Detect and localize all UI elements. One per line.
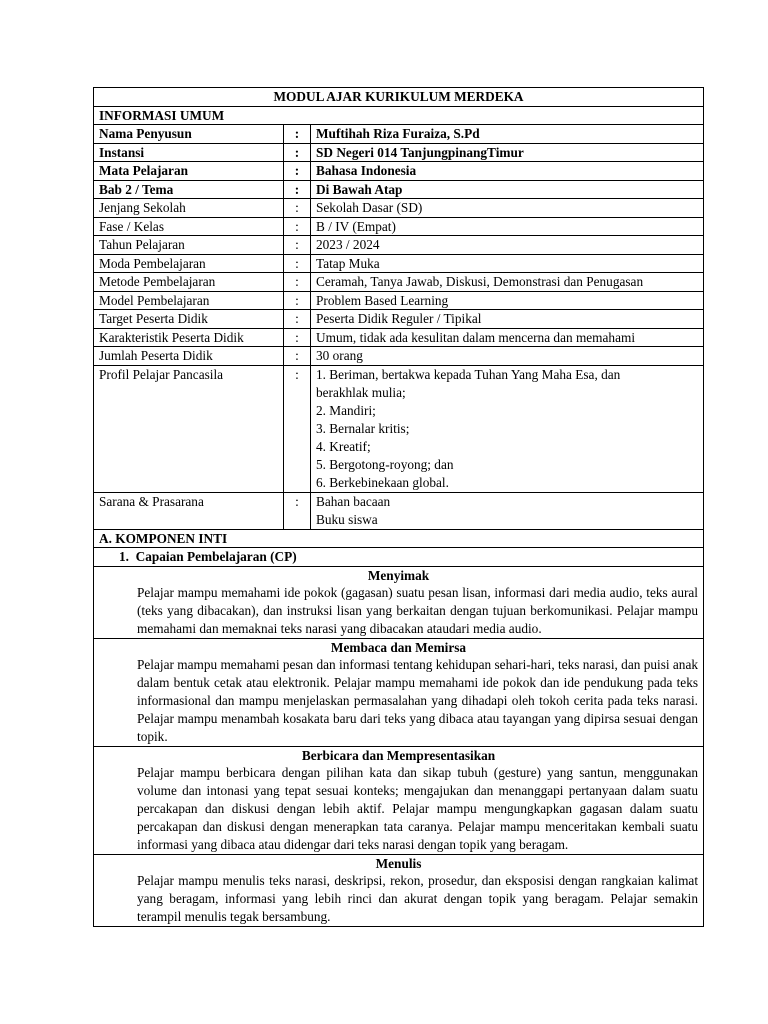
cp-section <box>94 638 704 746</box>
info-value: Umum, tidak ada kesulitan dalam mencerna dan memahami <box>311 328 704 347</box>
cp-section <box>94 746 704 854</box>
info-separator: : <box>284 254 311 273</box>
info-value-line: 2. Mandiri; <box>316 402 376 418</box>
cp-section-row <box>94 746 704 854</box>
info-row <box>94 217 704 236</box>
info-separator: : <box>284 291 311 310</box>
info-value-line: berakhlak mulia; <box>316 384 406 400</box>
info-label: Instansi <box>94 143 284 162</box>
modul-ajar-table-body <box>94 88 704 927</box>
info-value-list <box>311 492 704 529</box>
section-core-heading: A. KOMPONEN INTI <box>94 529 704 548</box>
info-separator: : <box>284 143 311 162</box>
modul-ajar-table <box>93 87 704 927</box>
info-label: Mata Pelajaran <box>94 162 284 181</box>
info-row <box>94 254 704 273</box>
title-row <box>94 88 704 107</box>
document-title: MODUL AJAR KURIKULUM MERDEKA <box>94 88 704 107</box>
info-row <box>94 273 704 292</box>
cp-section-title: Membaca dan Memirsa <box>330 639 467 655</box>
cp-heading: 1. Capaian Pembelajaran (CP) <box>94 548 704 567</box>
info-row <box>94 328 704 347</box>
info-label: Tahun Pelajaran <box>94 236 284 255</box>
info-value: Muftihah Riza Furaiza, S.Pd <box>311 125 704 144</box>
cp-section-title: Berbicara dan Mempresentasikan <box>301 747 496 763</box>
cp-section <box>94 566 704 638</box>
info-row <box>94 162 704 181</box>
info-value: Tatap Muka <box>311 254 704 273</box>
info-row <box>94 310 704 329</box>
info-value: B / IV (Empat) <box>311 217 704 236</box>
info-value-line: Bahan bacaan <box>316 493 391 509</box>
cp-section <box>94 854 704 926</box>
info-value: Problem Based Learning <box>311 291 704 310</box>
info-value-list <box>311 365 704 492</box>
info-label: Nama Penyusun <box>94 125 284 144</box>
core-component-row <box>94 529 704 548</box>
info-value-line: 4. Kreatif; <box>316 438 371 454</box>
general-info-row <box>94 106 704 125</box>
info-row <box>94 236 704 255</box>
cp-section-title: Menulis <box>375 855 422 871</box>
info-value-line: 3. Bernalar kritis; <box>316 420 410 436</box>
info-label: Moda Pembelajaran <box>94 254 284 273</box>
info-separator: : <box>284 365 311 492</box>
info-row <box>94 291 704 310</box>
cp-section-text: Pelajar mampu memahami ide pokok (gagasan) suatu pesan lisan, informasi dari media audio, teks aural (teks yang dibacakan), dan instruksi lisan yang berkaitan dengan tujuan berkomunikasi. Pelajar mampu memahami dan memaknai teks narasi yang dibacakan ataudari media audio. <box>137 584 699 636</box>
info-label: Model Pembelajaran <box>94 291 284 310</box>
info-label: Jumlah Peserta Didik <box>94 347 284 366</box>
info-value: Bahasa Indonesia <box>311 162 704 181</box>
info-value: Di Bawah Atap <box>311 180 704 199</box>
info-separator: : <box>284 125 311 144</box>
cp-section-text: Pelajar mampu menulis teks narasi, deskripsi, rekon, prosedur, dan eksposisi dengan rangkaian kalimat yang beragam, informasi yang lebih rinci dan akurat dengan topik yang beragam. Pelajar semakin terampil menulis tegak bersambung. <box>137 872 699 924</box>
info-row <box>94 199 704 218</box>
profil-pelajar-row <box>94 365 704 492</box>
info-value-line: 5. Bergotong-royong; dan <box>316 456 454 472</box>
info-label: Metode Pembelajaran <box>94 273 284 292</box>
info-label: Bab 2 / Tema <box>94 180 284 199</box>
info-separator: : <box>284 217 311 236</box>
info-separator: : <box>284 199 311 218</box>
info-label: Sarana & Prasarana <box>94 492 284 529</box>
info-label: Target Peserta Didik <box>94 310 284 329</box>
info-value: Peserta Didik Reguler / Tipikal <box>311 310 704 329</box>
info-value: Sekolah Dasar (SD) <box>311 199 704 218</box>
info-separator: : <box>284 310 311 329</box>
info-separator: : <box>284 347 311 366</box>
info-separator: : <box>284 492 311 529</box>
info-separator: : <box>284 273 311 292</box>
sarana-prasarana-row <box>94 492 704 529</box>
cp-section-row <box>94 854 704 926</box>
info-value: 2023 / 2024 <box>311 236 704 255</box>
info-value-line: 6. Berkebinekaan global. <box>316 474 449 490</box>
info-separator: : <box>284 236 311 255</box>
info-separator: : <box>284 180 311 199</box>
cp-section-title: Menyimak <box>367 567 430 583</box>
info-value: 30 orang <box>311 347 704 366</box>
section-general-heading: INFORMASI UMUM <box>94 106 704 125</box>
document-page <box>93 87 703 927</box>
info-row <box>94 180 704 199</box>
info-separator: : <box>284 162 311 181</box>
info-value: SD Negeri 014 TanjungpinangTimur <box>311 143 704 162</box>
info-value-line: 1. Beriman, bertakwa kepada Tuhan Yang Maha Esa, dan <box>316 366 621 382</box>
info-value: Ceramah, Tanya Jawab, Diskusi, Demonstrasi dan Penugasan <box>311 273 704 292</box>
cp-section-row <box>94 638 704 746</box>
info-separator: : <box>284 328 311 347</box>
cp-section-text: Pelajar mampu berbicara dengan pilihan kata dan sikap tubuh (gesture) yang santun, menggunakan volume dan intonasi yang tepat sesuai konteks; mengajukan dan menanggapi pertanyaan dalam suatu percakapan dan diskusi dengan lebih aktif. Pelajar mampu mengungkapkan gagasan dalam suatu percakapan dan diskusi dengan menerapkan tata caranya. Pelajar mampu menceritakan kembali suatu informasi yang dibaca atau didengar dari teks narasi dengan topik yang beragam. <box>137 764 699 852</box>
info-label: Karakteristik Peserta Didik <box>94 328 284 347</box>
info-row <box>94 143 704 162</box>
info-label: Profil Pelajar Pancasila <box>94 365 284 492</box>
cp-section-text: Pelajar mampu memahami pesan dan informasi tentang kehidupan sehari-hari, teks narasi, dan puisi anak dalam bentuk cetak atau elektronik. Pelajar mampu memahami ide pokok dan ide pendukung pada teks informasional dan mampu menjelaskan permasalahan yang dihadapi oleh tokoh cerita pada teks narasi. Pelajar mampu menambah kosakata baru dari teks yang dibaca atau tayangan yang dipirsa sesuai dengan topik. <box>137 656 699 744</box>
cp-heading-row <box>94 548 704 567</box>
info-row <box>94 347 704 366</box>
info-label: Jenjang Sekolah <box>94 199 284 218</box>
cp-section-row <box>94 566 704 638</box>
info-label: Fase / Kelas <box>94 217 284 236</box>
info-value-line: Buku siswa <box>316 511 378 527</box>
info-row <box>94 125 704 144</box>
